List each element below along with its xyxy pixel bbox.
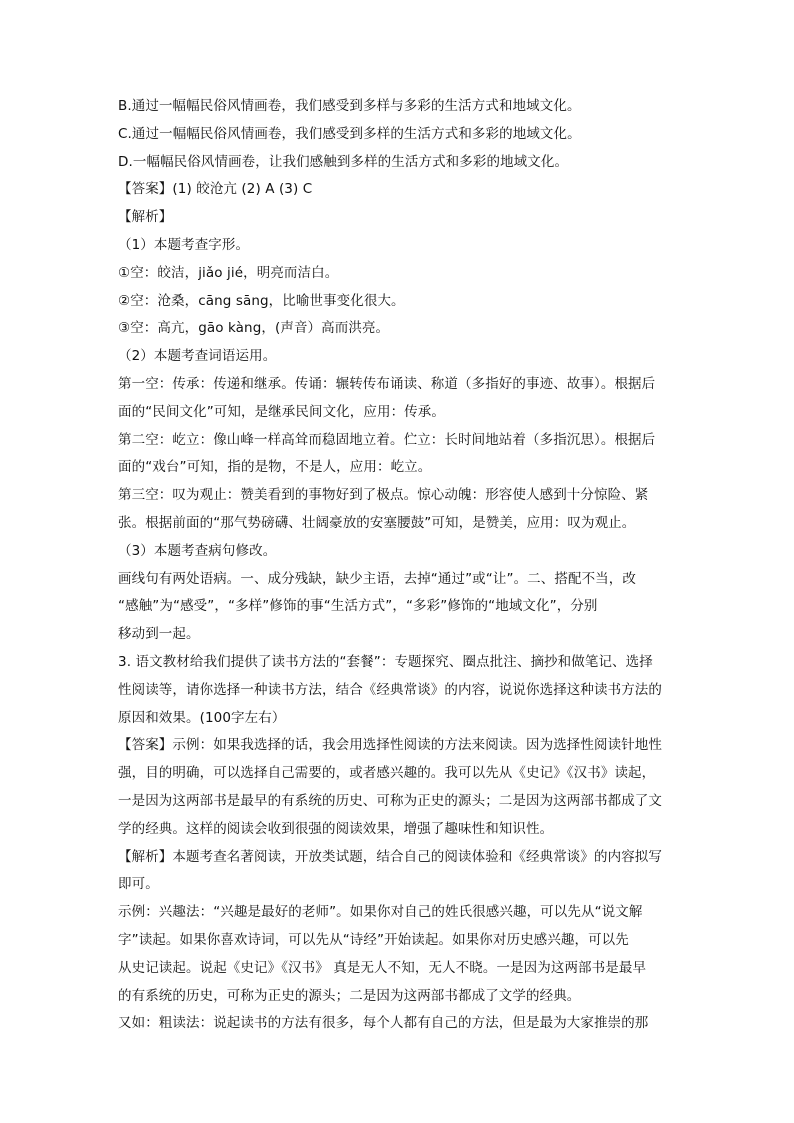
- analysis-word-2-cont: 面的“戏台”可知，指的是物，不是人，应用：屹立。: [118, 459, 432, 476]
- option-b: B.通过一幅幅民俗风情画卷，我们感受到多样与多彩的生活方式和地域文化。: [118, 98, 581, 114]
- analysis-heading: 【解析】: [118, 209, 173, 226]
- option-c: C.通过一幅幅民俗风情画卷，我们感受到多样的生活方式和多彩的地域文化。: [118, 125, 581, 142]
- option-d: D.一幅幅民俗风情画卷，让我们感触到多样的生活方式和多彩的地域文化。: [118, 153, 569, 170]
- example-1: 示例：兴趣法：“兴趣是最好的老师”。如果你对自己的姓氏很感兴趣，可以先从“说文解: [118, 904, 643, 921]
- question-3-end: 原因和效果。(100字左右）: [118, 709, 286, 726]
- analysis-word-3-cont: 张。根据前面的“那气势磅礴、壮阔豪放的安塞腰鼓”可知，是赞美，应用：叹为观止。: [118, 514, 636, 531]
- answer-3-end: 学的经典。这样的阅读会收到很强的阅读效果，增强了趣味性和知识性。: [118, 820, 554, 837]
- answer-line: 【答案】(1) 皎沧亢 (2) A (3) C: [118, 181, 313, 198]
- analysis-word-1: 第一空：传承：传递和继承。传诵：辗转传布诵读、称道（多指好的事迹、故事）。根据后: [118, 375, 656, 392]
- example-1-end: 的有系统的历史，可称为正史的源头；二是因为这两部书都成了文学的经典。: [118, 987, 581, 1004]
- analysis-blank-2: ②空：沧桑，cāng sāng，比喻世事变化很大。: [118, 292, 405, 309]
- answer-3-cont-2: 一是因为这两部书是最早的有系统的历史、可称为正史的源头；二是因为这两部书都成了文: [118, 792, 662, 809]
- analysis-3-end: 即可。: [118, 876, 159, 893]
- analysis-sentence-cont: “感触”为“感受”，“多样”修饰的事“生活方式”，“多彩”修饰的“地域文化”，分别: [118, 598, 598, 615]
- analysis-blank-1: ①空：皎洁，jiǎo jié，明亮而洁白。: [118, 264, 339, 281]
- example-2: 又如：粗读法：说起读书的方法有很多，每个人都有自己的方法，但是最为大家推崇的那: [118, 1015, 649, 1032]
- analysis-part-3-heading: （3）本题考查病句修改。: [118, 542, 277, 559]
- answer-3-cont-1: 强，目的明确，可以选择自己需要的，或者感兴趣的。我可以先从《史记》《汉书》读起，: [118, 765, 656, 782]
- question-3: 3. 语文教材给我们提供了读书方法的“套餐”：专题探究、圈点批注、摘抄和做笔记、选择: [118, 653, 653, 670]
- analysis-part-2-heading: （2）本题考查词语运用。: [118, 348, 277, 365]
- analysis-word-3: 第三空：叹为观止：赞美看到的事物好到了极点。惊心动魄：形容使人感到十分惊险、紧: [118, 487, 649, 504]
- analysis-3: 【解析】本题考查名著阅读，开放类试题，结合自己的阅读体验和《经典常谈》的内容拟写: [118, 848, 662, 865]
- analysis-blank-3: ③空：高亢，gāo kàng，(声音）高而洪亮。: [118, 320, 390, 337]
- analysis-sentence: 画线句有两处语病。一、成分残缺，缺少主语，去掉“通过”或“让”。二、搭配不当，改: [118, 570, 636, 587]
- question-3-cont: 性阅读等，请你选择一种读书方法，结合《经典常谈》的内容，说说你选择这种读书方法的: [118, 681, 662, 698]
- analysis-word-1-cont: 面的“民间文化”可知，是继承民间文化，应用：传承。: [118, 403, 445, 420]
- analysis-word-2: 第二空：屹立：像山峰一样高耸而稳固地立着。伫立：长时间地站着（多指沉思）。根据后: [118, 431, 656, 448]
- analysis-sentence-end: 移动到一起。: [118, 626, 200, 643]
- answer-3: 【答案】示例：如果我选择的话，我会用选择性阅读的方法来阅读。因为选择性阅读针地性: [118, 737, 662, 754]
- analysis-part-1-heading: （1）本题考查字形。: [118, 236, 250, 253]
- document-body: [118, 93, 678, 1038]
- example-1-cont-2: 从史记读起。说起《史记》《汉书》 真是无人不知，无人不晓。一是因为这两部书是最早: [118, 959, 647, 976]
- example-1-cont-1: 字”读起。如果你喜欢诗词，可以先从“诗经”开始读起。如果你对历史感兴趣，可以先: [118, 931, 629, 948]
